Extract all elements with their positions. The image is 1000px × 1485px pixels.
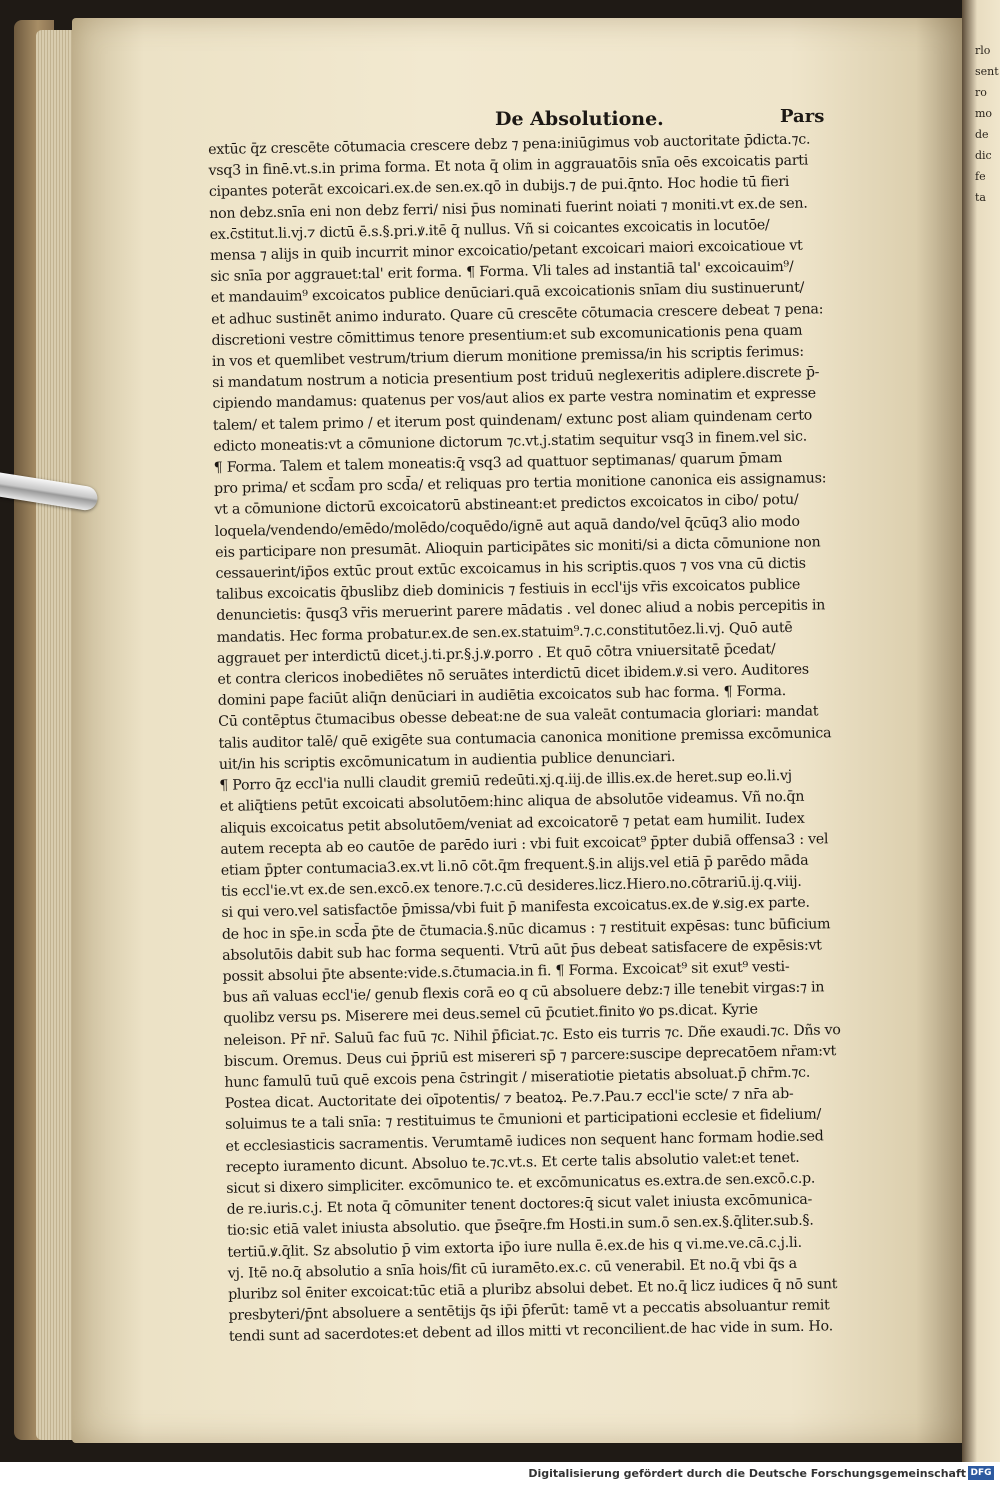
text-line: bus añ valuas eccl'ie/ genub flexis corā eo q cū absoluere debz:⁊ ille tenebit virgas:⁊ in xyxy=(222,979,825,1006)
text-line: aggrauet per interdictū dicet.j.ti.pr.§.j.ꝟ.porro . Et quō cōtra vniuersitatē p̄cedat/ xyxy=(216,641,776,667)
text-line: tio:sic etiā valet iniusta absolutio. que p̄seq̄re.fm Hosti.in sum.ō sen.ex.§.q̄liter.sub.§. xyxy=(226,1212,814,1240)
text-line: tis eccl'ie.vt ex.de sen.excō.ex tenore.⁊.c.cū desideres.licz.Hiero.no.cōtrariū.ij.q.viij. xyxy=(220,873,802,900)
text-line: cipiendo mandamus: quatenus per vos/aut alios ex parte vestra nominatim et expresse xyxy=(212,385,817,413)
text-line: autem recepta ab eo cautōe de parēdo iuri : vbi fuit excoicat⁹ p̄pter dubiā offensa3 : vel xyxy=(220,830,829,858)
facing-text-fragment: dic xyxy=(975,149,992,162)
text-line: non debz.snīa eni non debz ferri/ nisi p̄us nominati fuerint noiati ⁊ moniti.vt ex.de sen. xyxy=(209,195,808,222)
text-line: edicto moneatis:vt a cōmunione dictorum ⁊c.vt.j.statim sequitur vsq3 in finem.vel sic. xyxy=(213,428,808,455)
text-line: recepto iuramento dicunt. Absoluo te.⁊c.vt.s. Et certe talis absolutio valet:et tenet. xyxy=(225,1149,800,1176)
text-line: neleison. Pr̄ nr̄. Saluū fac fuū ⁊c. Nihil p̄ficiat.⁊c. Esto eis turris ⁊c. Dñe exaudi.⁊c. Dñs vo xyxy=(223,1021,841,1049)
facing-text-fragment: ro xyxy=(975,86,987,99)
text-line: soluimus te a tali snīa: ⁊ restituimus te c̄munioni et participationi ecclesie et fidelium/ xyxy=(225,1106,822,1134)
facing-text-fragment: mo xyxy=(975,107,993,120)
text-line: denuncietis: q̄usq3 vr̄is meruerint parere mādatis . vel donec aliud a nobis percepitis in xyxy=(216,597,826,625)
text-line: etiam p̄pter contumacia3.ex.vt li.nō cōt.q̄m frequent.§.in alijs.vel etiā p̄ parēdo māda xyxy=(220,852,809,879)
text-line: uit/in his scriptis excōmunicatum in audientia publice denunciari. xyxy=(218,748,676,773)
text-line: mandatis. Hec forma probatur.ex.de sen.ex.statuim⁹.⁊.c.constitutōez.li.vj. Quō autē xyxy=(216,619,793,646)
text-line: presbyteri/p̄nt absoluere a sentētijs q̄s ip̄i p̄ferūt: tamē vt a peccatis absoluantur remit xyxy=(228,1297,830,1324)
text-line: et contra clericos inobediētes nō seruātes interdictū dicet ibidem.ꝟ.si vero. Auditores xyxy=(217,661,810,688)
text-line: ¶ Forma. Talem et talem moneatis:q̄ vsq3 ad quattuor septimanas/ quarum p̄mam xyxy=(213,450,783,476)
text-line: et ecclesiasticis sacramentis. Verumtamē iudices non sequent hanc formam hodie.sed xyxy=(225,1127,824,1155)
facing-text-fragment: de xyxy=(975,128,989,141)
running-header xyxy=(0,108,1000,138)
text-line: tertiū.ꝟ.q̄lit. Sz absolutio p̄ vim extorta ip̄o iure nulla ē.ex.de his q vi.me.ve.cā.c.j.li. xyxy=(227,1234,802,1261)
text-line: domini pape faciūt aliq̄n denūciari in audiētia excoicatos sub hac forma. ¶ Forma. xyxy=(217,683,787,710)
text-line: Cū contēptus c̄tumacibus obesse debeat:ne de sua valeāt contumacia gloriari: mandat xyxy=(218,703,819,731)
text-line: talem/ et talem primo / et iterum post quindenam/ extunc post aliam quindenam certo xyxy=(212,407,813,434)
text-line: biscum. Oremus. Deus cui p̄priū est misereri sp̄ ⁊ parcere:suscipe deprecatōem nr̄am:vt xyxy=(223,1042,837,1070)
text-line: si qui vero.vel satisfactōe p̄missa/vbi fuit p̄ manifesta excoicatus.ex.de ꝟ.sig.ex parte. xyxy=(221,894,810,922)
facing-text-fragment: sent xyxy=(975,65,999,78)
footer-bar xyxy=(0,1462,1000,1485)
text-line: et adhuc sustinēt animo indurato. Quare cū crescēte cōtumacia crescere debeat ⁊ pena: xyxy=(210,300,824,328)
text-line: loquela/vendendo/emēdo/molēdo/coquēdo/ignē aut aquā dando/vel q̄cūq3 alio modo xyxy=(214,513,800,540)
text-line: eis participare non presumāt. Alioquin participātes sic moniti/si a dicta cōmunione non xyxy=(215,534,821,561)
text-line: talibus excoicatis q̄buslibz dieb dominicis ⁊ festiuis in eccl'ijs vr̄is excoicatos publice xyxy=(215,577,801,604)
text-line: de re.iuris.c.j. Et nota q̄ cōmuniter tenent doctores:q̄ sicut valet iniusta excōmunica- xyxy=(226,1191,813,1218)
text-line: talis auditor talē/ quē exigēte sua contumacia canonica monitione premissa excōmunica xyxy=(218,724,832,752)
text-line: vt a cōmunione dictorū excoicatorū abstineant:et predictos excoicatos in cibo/ potu/ xyxy=(214,492,799,519)
text-line: aliquis excoicatus petit absolutōem/veniat ad excoicatorē ⁊ petat eam humilit. Iudex xyxy=(219,810,805,837)
text-line: cipantes poterāt excoicari.ex.de sen.ex.qō in dubijs.⁊ de pui.q̄nto. Hoc hodie tū fieri xyxy=(208,174,790,201)
text-line: pluribz sol ēniter excoicat:tūc etiā a pluribz absolui debet. Et no.q̄ licz iudices q̄ nō sunt xyxy=(228,1276,838,1303)
facing-text-fragment: ta xyxy=(975,191,986,204)
text-line: vsq3 in finē.vt.s.in prima forma. Et nota q̄ olim in aggrauatōis snīa oēs excoicatis parti xyxy=(208,152,809,180)
text-line: quolibz versu ps. Miserere mei deus.semel cū p̄cutiet.finito ꝟo ps.dicat. Kyrie xyxy=(223,1001,758,1028)
text-line: vj. Itē no.q̄ absolutio a snīa hois/fit cū iuramēto.ex.c. cū venerabil. Et no.q̄ vbi q̄s a xyxy=(227,1255,798,1282)
text-line: si mandatum nostrum a noticia presentium post triduū neglexeritis adiplere.discrete p̄- xyxy=(212,364,820,392)
text-line: extūc q̄z crescēte cōtumacia crescere debz ⁊ pena:iniūgimus vob auctoritate p̄dicta.⁊c. xyxy=(208,131,811,158)
facing-text-fragment: fe xyxy=(975,170,986,183)
text-line: possit absolui p̄te absente:vide.s.c̄tumacia.in fi. ¶ Forma. Excoicat⁹ sit exut⁹ vesti- xyxy=(222,958,790,985)
part-heading: Pars xyxy=(780,106,825,127)
text-line: ¶ Porro q̄z eccl'ia nulli claudit gremiū redeūti.xj.q.iij.de illis.ex.de heret.sup eo.li.vj xyxy=(219,768,792,794)
facing-page xyxy=(962,0,1000,1462)
text-line: pro prima/ et scd̄am pro scd̄a/ et reliquas pro tertia monitione canonica eis assignamus: xyxy=(213,470,827,498)
text-line: sicut si dixero simpliciter. excōmunico te. et excōmunicatus es.extra.de sen.excō.c.p. xyxy=(226,1170,816,1197)
dfg-logo: DFG xyxy=(968,1466,994,1480)
facing-text-fragment: rlo xyxy=(975,44,991,57)
text-line: cessauerint/ip̄os extūc prout extūc excoicamus in his scriptis.quos ⁊ vos vna cū dictis xyxy=(215,555,806,582)
text-line: tendi sunt ad sacerdotes:et debent ad illos mitti vt reconcilient.de hac vide in sum. Ho. xyxy=(228,1318,834,1346)
page-heading: De Absolutione. xyxy=(495,108,664,130)
text-line: et aliq̄tiens petūt excoicati absolutōem:hinc aliqua de absolutōe videamus. Vñ no.q̄n xyxy=(219,788,805,816)
text-line: hunc famulū tuū quē excois pena c̄stringit / miseratiotie pietatis absoluat.p̄ chr̄m.⁊c. xyxy=(224,1064,811,1091)
text-line: mensa ⁊ alijs in quib incurrit minor excoicatio/petant excoicari maiori excoicatioue vt xyxy=(209,237,803,264)
text-line: sic snīa por aggrauet:tal' erit forma. ¶ Forma. Vli tales ad instantiā tal' excoicauim⁹/ xyxy=(210,259,794,286)
funding-credit: Digitalisierung gefördert durch die Deutsche Forschungsgemeinschaft xyxy=(528,1467,966,1480)
text-line: in vos et quemlibet vestrum/trium dierum monitione premissa/in his scriptis ferimus: xyxy=(211,343,804,370)
text-line: discretioni vestre cōmittimus tenore presentium:et sub excomunicationis pena quam xyxy=(211,322,803,349)
text-line: ex.c̄stitut.li.vj.⁊ dictū ē.s.§.pri.ꝟ.itē q̄ nullus. Vñ si coicantes excoicatis in locutōe/ xyxy=(209,217,770,243)
text-line: Postea dicat. Auctoritate dei oīpotentis/ ⁊ beatoꝝ. Pe.⁊.Pau.⁊ eccl'ie scte/ ⁊ nr̄a ab- xyxy=(224,1086,794,1112)
text-line: et mandauim⁹ excoicatos publice denūciari.quā excoicationis snīam diu sustinuerunt/ xyxy=(210,280,805,307)
text-line: de hoc in sp̄e.in scd̄a p̄te de c̄tumacia.§.nūc dicamus : ⁊ restituit expēsas: tunc būficium xyxy=(221,915,831,943)
body-text xyxy=(208,129,869,1349)
text-line: absolutōis dabit sub hac forma sequenti. Vtrū aūt p̄us debeat satisfacere de expēsis:vt xyxy=(222,937,822,964)
